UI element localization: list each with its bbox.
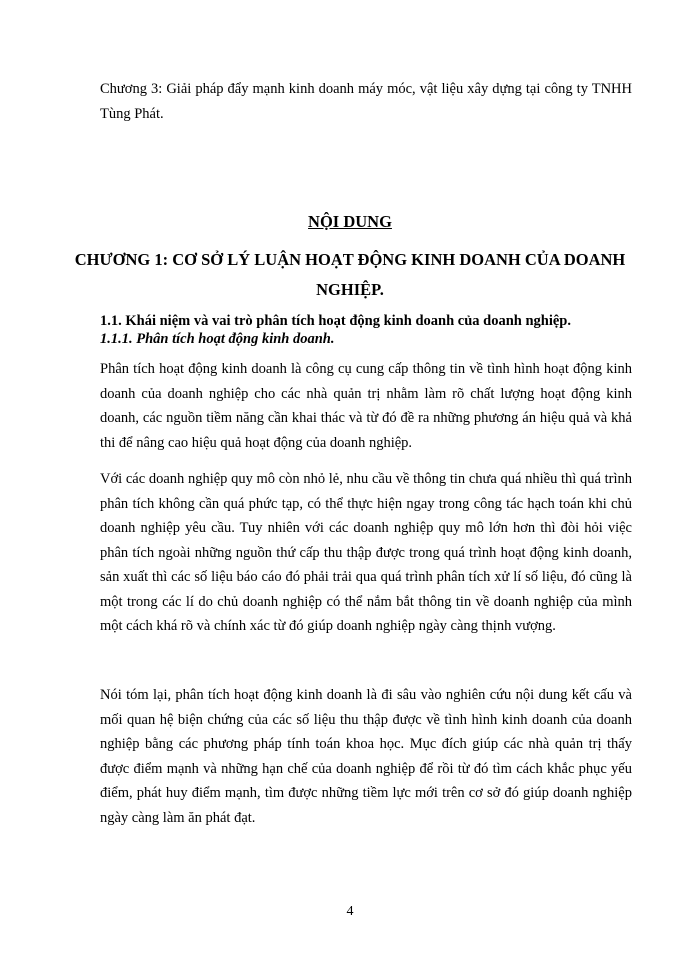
chapter-1-title: CHƯƠNG 1: CƠ SỞ LÝ LUẬN HOẠT ĐỘNG KINH DOANH CỦA DOANH NGHIỆP. (74, 250, 626, 299)
paragraph-definition: Phân tích hoạt động kinh doanh là công cụ cung cấp thông tin về tình hình hoạt động kinh doanh của doanh nghiệp cho các nhà quản trị nhằm làm rõ chất lượng hoạt động kinh doanh, các nguồn tiềm năng cần khai thác và từ đó đề ra những phương án hiệu quả và khả thi để nâng cao hiệu quả hoạt động của doanh nghiệp. (100, 361, 632, 451)
subsection-heading-1-1-1: 1.1.1. Phân tích hoạt động kinh doanh. (100, 331, 335, 347)
section-title-content: NỘI DUNG (308, 212, 392, 231)
chapter-3-summary: Chương 3: Giải pháp đẩy mạnh kinh doanh máy móc, vật liệu xây dựng tại công ty TNHH Tùng Phát. (100, 81, 632, 122)
paragraph-summary: Nói tóm lại, phân tích hoạt động kinh doanh là đi sâu vào nghiên cứu nội dung kết cấu và mối quan hệ biện chứng của các số liệu thu thập được về tình hình kinh doanh của doanh nghiệp bằng các phương pháp tính toán khoa học. Mục đích giúp các nhà quản trị thấy được điểm mạnh và những hạn chế của doanh nghiệp để rồi từ đó tìm cách khắc phục yếu điểm, phát huy điểm mạnh, tìm được những tiềm lực mới trên cơ sở đó giúp doanh nghiệp ngày càng làm ăn phát đạt. (100, 687, 632, 826)
page-number: 4 (346, 904, 354, 919)
paragraph-small-business: Với các doanh nghiệp quy mô còn nhỏ lẻ, nhu cầu về thông tin chưa quá nhiều thì quá trình phân tích không cần quá phức tạp, có thể thực hiện ngay trong công tác hạch toán khi chủ doanh nghiệp yêu cầu. Tuy nhiên với các doanh nghiệp quy mô lớn hơn thì đòi hỏi việc phân tích ngoài những nguồn thứ cấp thu thập được trong quá trình hoạt động kinh doanh, sản xuất thì các số liệu báo cáo đó phải trải qua quá trình phân tích xử lí số liệu, đó cũng là một trong các lí do chủ doanh nghiệp có thể nắm bắt thông tin về doanh nghiệp của mình một cách khá rõ và chính xác từ đó giúp doanh nghiệp ngày càng thịnh vượng. (100, 471, 632, 634)
subsection-heading-1-1: 1.1. Khái niệm và vai trò phân tích hoạt động kinh doanh của doanh nghiệp. (100, 313, 571, 329)
